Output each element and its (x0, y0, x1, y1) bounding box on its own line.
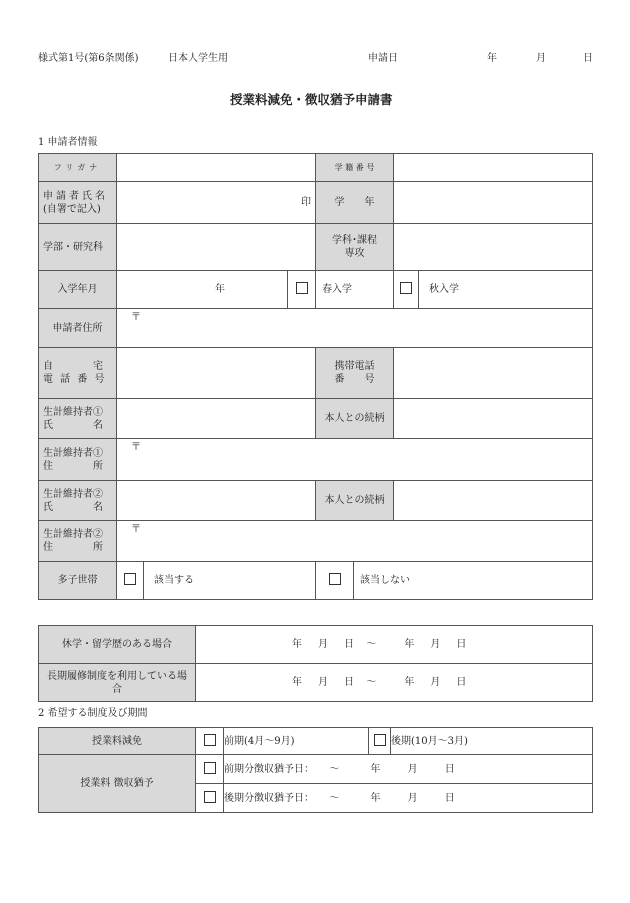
supporter2-address-input[interactable] (117, 521, 593, 562)
applicable-checkbox[interactable] (117, 562, 144, 600)
seal-mark: 印 (301, 197, 312, 208)
first-half-label: 前期(4月～9月) (224, 728, 369, 755)
form-number: 様式第1号(第6条関係) (38, 53, 139, 64)
page-title: 授業料減免・徴収猶予申請書 (230, 92, 393, 107)
second-deferral-checkbox[interactable] (196, 784, 224, 813)
grade-input[interactable] (394, 182, 593, 224)
student-number-label: 学 籍 番 号 (316, 154, 394, 182)
not-applicable-label: 該当しない (354, 562, 593, 600)
applicant-info-table (38, 153, 593, 600)
spring-checkbox[interactable] (288, 271, 316, 309)
second-half-checkbox[interactable] (369, 728, 391, 755)
address-label: 申請者住所 (39, 309, 117, 348)
supporter2-relation-input[interactable] (394, 481, 593, 521)
supporter2-name-input[interactable] (117, 481, 316, 521)
department-label: 学科･課程 専攻 (316, 224, 394, 271)
supporter1-address-label: 生計維持者① 住 所 (39, 439, 117, 481)
faculty-label: 学部・研究科 (39, 224, 117, 271)
admission-label: 入学年月 (39, 271, 117, 309)
apply-date-day: 日 (583, 53, 593, 64)
not-applicable-checkbox[interactable] (316, 562, 354, 600)
mobile-input[interactable] (394, 348, 593, 399)
address-input[interactable] (117, 309, 593, 348)
supporter2-address-label: 生計維持者② 住 所 (39, 521, 117, 562)
supporter1-name-input[interactable] (117, 399, 316, 439)
spring-label: 春入学 (316, 271, 394, 309)
apply-date-year: 年 (487, 53, 497, 64)
supporter2-relation-label: 本人との続柄 (316, 481, 394, 521)
apply-date-month: 月 (536, 53, 546, 64)
first-deferral-checkbox[interactable] (196, 755, 224, 784)
postal-mark: 〒 (131, 442, 141, 453)
student-number-input[interactable] (394, 154, 593, 182)
long-term-period[interactable]: 年 月 日 ～ 年 月 日 (196, 664, 593, 702)
postal-mark: 〒 (131, 524, 141, 535)
second-deferral-date[interactable]: 後期分徴収猶予日： ～ 年 月 日 (224, 784, 593, 813)
first-half-checkbox[interactable] (196, 728, 224, 755)
deferral-label: 授業料 徴収猶予 (39, 755, 196, 813)
period-table (38, 625, 593, 702)
form-type: 日本人学生用 (168, 53, 228, 64)
first-deferral-date[interactable]: 前期分徴収猶予日： ～ 年 月 日 (224, 755, 593, 784)
supporter1-name-label: 生計維持者① 氏 名 (39, 399, 117, 439)
grade-label: 学 年 (316, 182, 394, 224)
second-half-label: 後期(10月～3月) (391, 728, 593, 755)
applicable-label: 該当する (144, 562, 316, 600)
autumn-checkbox[interactable] (394, 271, 419, 309)
autumn-label: 秋入学 (419, 271, 593, 309)
supporter1-relation-label: 本人との続柄 (316, 399, 394, 439)
leave-abroad-period[interactable]: 年 月 日 ～ 年 月 日 (196, 626, 593, 664)
furigana-input[interactable] (117, 154, 316, 182)
long-term-label: 長期履修制度を利用している場 合 (39, 664, 196, 702)
multi-child-label: 多子世帯 (39, 562, 117, 600)
section2-heading: 2 希望する制度及び期間 (38, 708, 148, 719)
apply-date-label: 申請日 (368, 53, 398, 64)
home-phone-input[interactable] (117, 348, 316, 399)
furigana-label: フリガナ (39, 154, 117, 182)
admission-year-input[interactable]: 年 (117, 271, 288, 309)
leave-abroad-label: 休学・留学歴のある場合 (39, 626, 196, 664)
department-input[interactable] (394, 224, 593, 271)
section1-heading: 1 申請者情報 (38, 137, 98, 148)
mobile-label: 携帯電話 番 号 (316, 348, 394, 399)
applicant-name-input[interactable] (117, 182, 316, 224)
supporter1-relation-input[interactable] (394, 399, 593, 439)
supporter2-name-label: 生計維持者② 氏 名 (39, 481, 117, 521)
postal-mark: 〒 (131, 312, 141, 323)
supporter1-address-input[interactable] (117, 439, 593, 481)
applicant-name-label: 申請者氏名 (自署で記入) (39, 182, 117, 224)
desired-system-table (38, 727, 593, 813)
faculty-input[interactable] (117, 224, 316, 271)
exemption-label: 授業料減免 (39, 728, 196, 755)
home-phone-label: 自 宅 電 話 番 号 (39, 348, 117, 399)
